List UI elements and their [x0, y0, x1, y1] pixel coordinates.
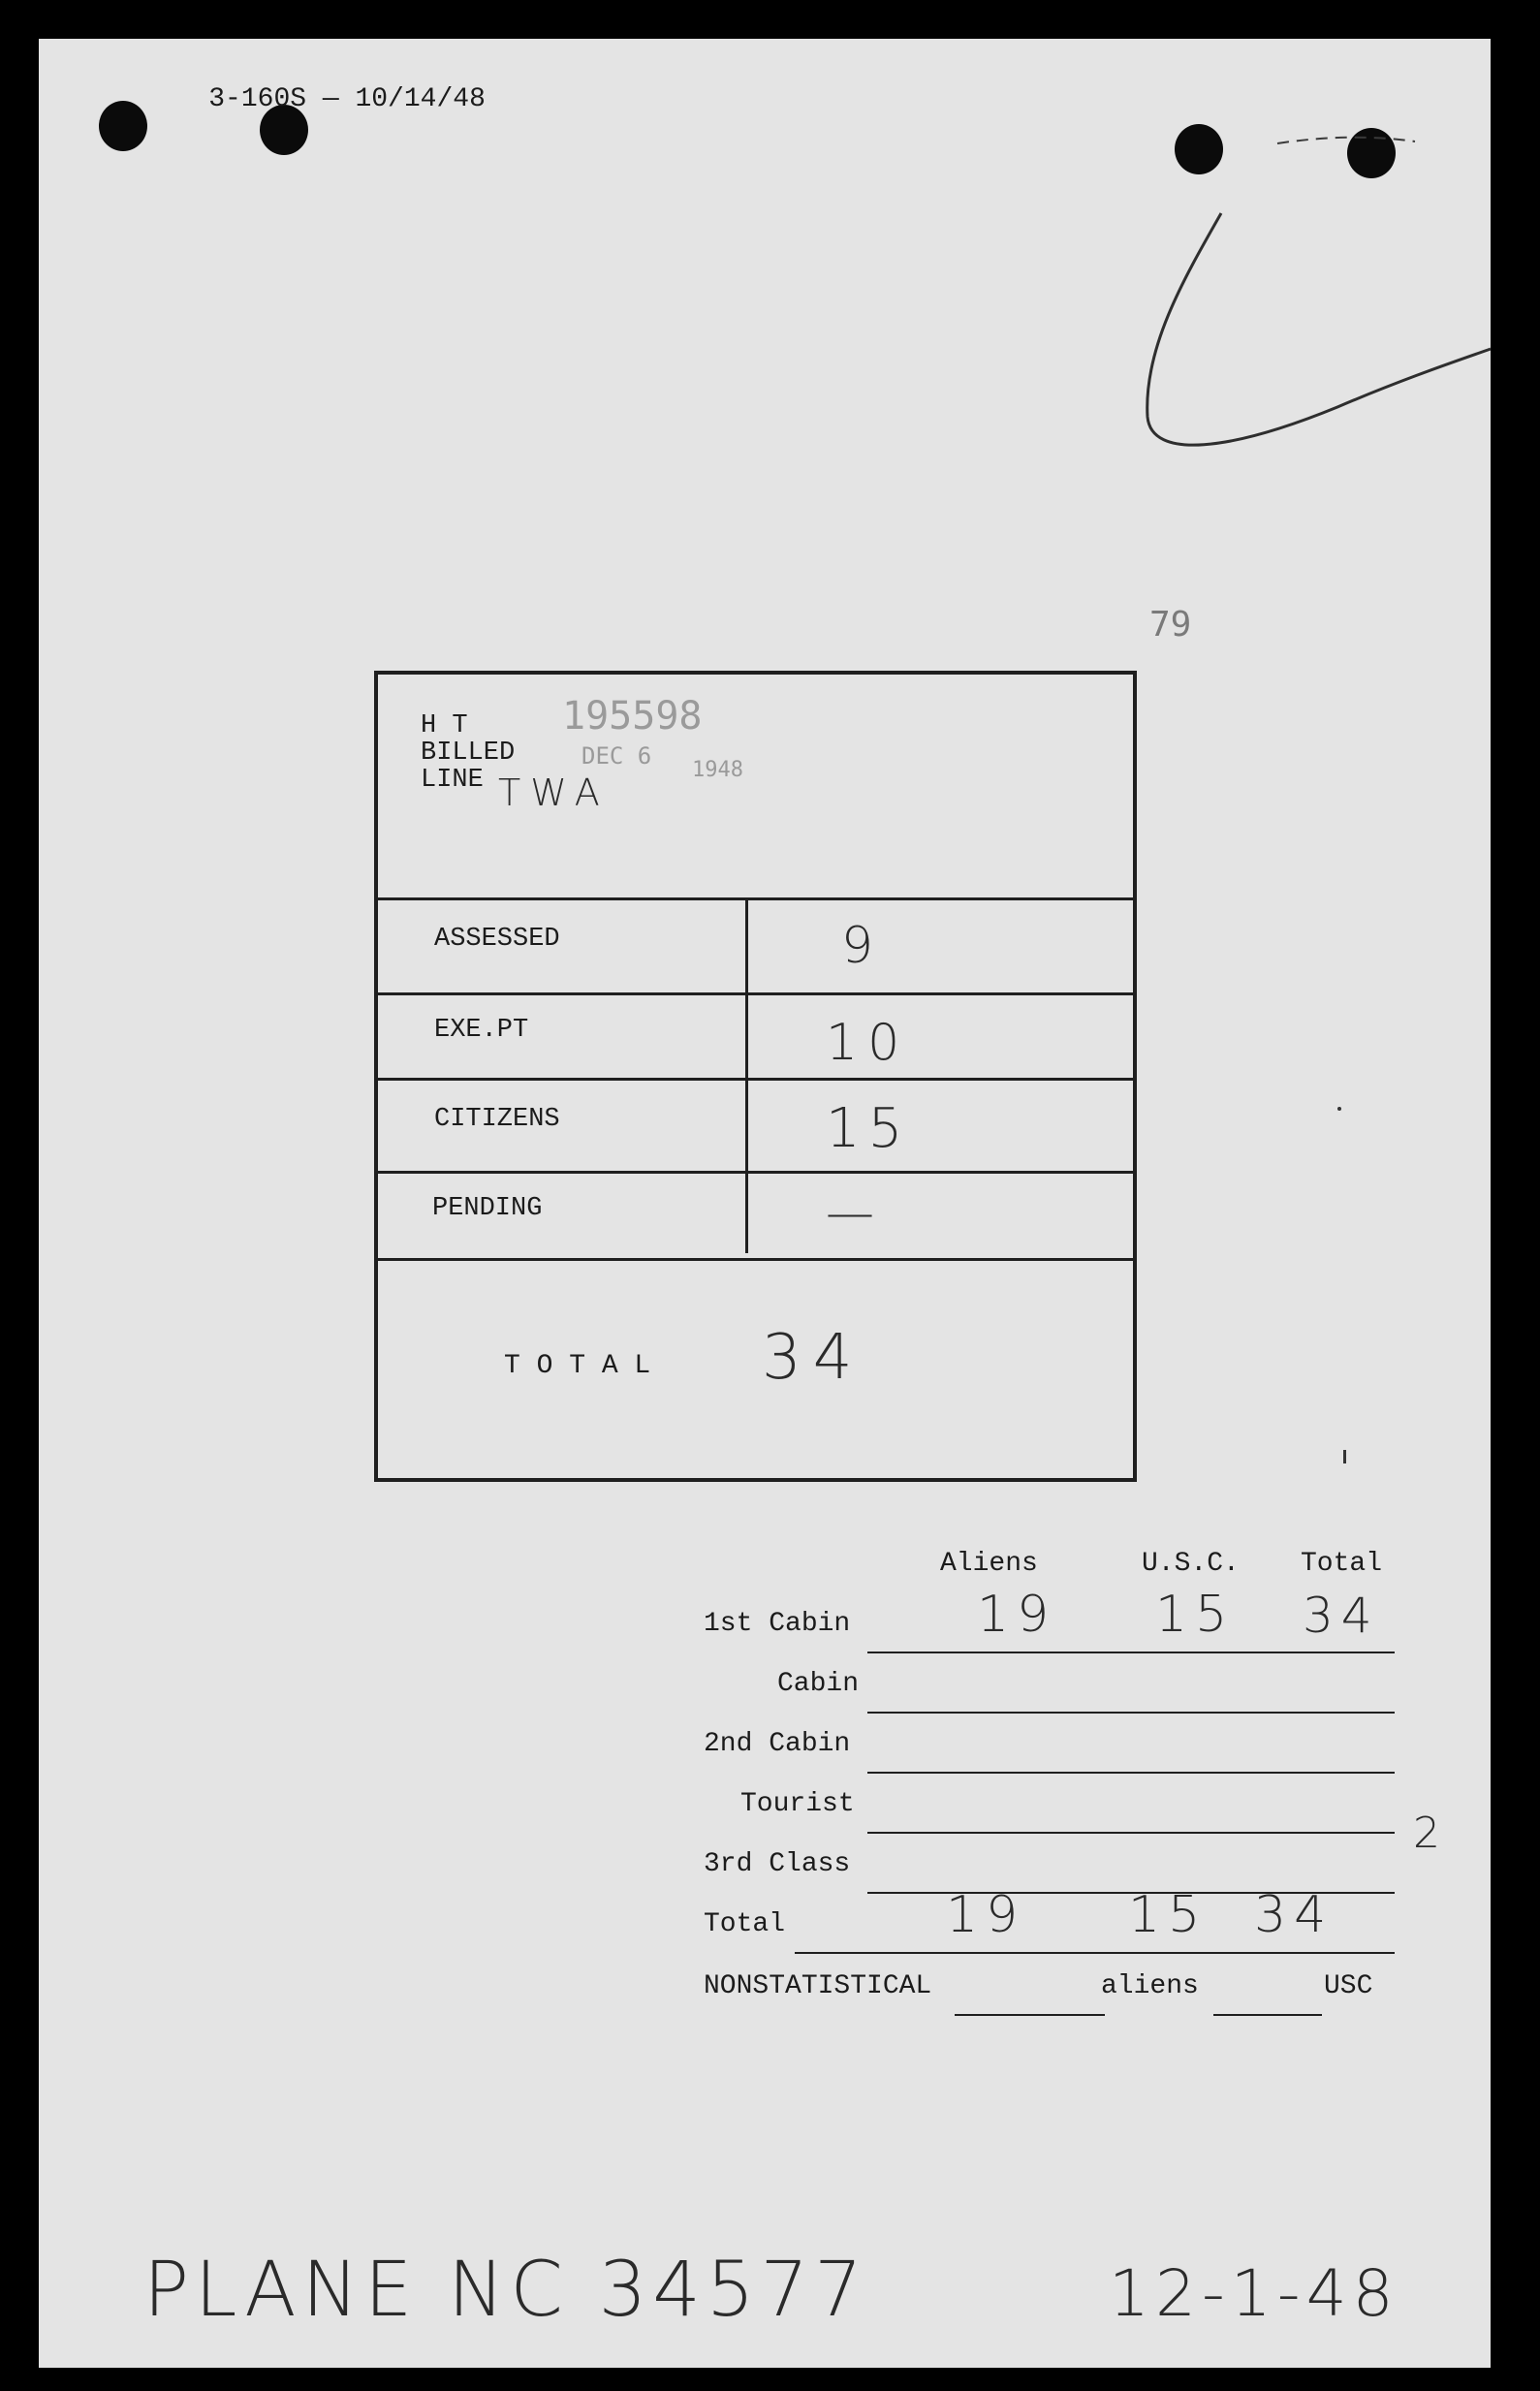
punch-hole-left-1: [99, 101, 147, 151]
ht-label: H T: [421, 711, 468, 740]
assessed-label: ASSESSED: [434, 925, 560, 954]
form-number-base: 3-16: [208, 84, 274, 114]
pending-label: PENDING: [432, 1194, 543, 1223]
total-label: T O T A L: [504, 1351, 651, 1381]
divider-citizens: [378, 1171, 1133, 1174]
row-label-2nd-cabin: 2nd Cabin: [704, 1729, 851, 1759]
total-total: 34: [1254, 1886, 1335, 1944]
ht-number-stamp: 195598: [562, 694, 703, 739]
pending-value: —: [826, 1184, 874, 1241]
billed-label: BILLED: [421, 739, 516, 768]
margin-mark: 2: [1413, 1809, 1440, 1858]
row-label-3rd-class: 3rd Class: [704, 1849, 851, 1879]
total-value: 34: [762, 1322, 864, 1394]
line-value-handwritten: TWA: [498, 771, 610, 814]
divider-exempt: [378, 1078, 1133, 1081]
exempt-value: 10: [826, 1014, 910, 1072]
pen-stroke-mark: [1085, 97, 1493, 475]
billed-date-stamp: DEC 6: [581, 742, 652, 770]
1st-cabin-total: 34: [1303, 1588, 1380, 1644]
stray-mark: [1343, 1450, 1346, 1463]
row-line-2nd-cabin: [867, 1772, 1395, 1774]
usc-label: USC: [1324, 1971, 1373, 2001]
row-line-1st-cabin: [867, 1652, 1395, 1653]
1st-cabin-usc: 15: [1155, 1586, 1236, 1644]
billing-box: [374, 671, 1137, 1482]
row-line-total: [795, 1952, 1395, 1954]
nonstatistical-label: NONSTATISTICAL: [704, 1971, 932, 2001]
exempt-label: EXE.PT: [434, 1016, 529, 1045]
date-handwritten: 12-1-48: [1109, 2256, 1399, 2331]
nonstatistical-line-1: [955, 2014, 1105, 2016]
divider-assessed: [378, 992, 1133, 995]
form-number: [143, 54, 486, 144]
corner-mark: 79: [1149, 605, 1192, 645]
col-usc-header: U.S.C.: [1142, 1549, 1240, 1579]
row-label-total: Total: [704, 1909, 786, 1939]
total-usc: 15: [1128, 1886, 1209, 1944]
row-line-tourist: [867, 1832, 1395, 1834]
form-number-overstrike: 0S: [273, 84, 307, 114]
stray-mark: [1337, 1107, 1341, 1111]
plane-handwritten: PLANE NC 34577: [143, 2247, 868, 2334]
row-line-cabin: [867, 1712, 1395, 1714]
col-aliens-header: Aliens: [940, 1549, 1038, 1579]
row-label-cabin: Cabin: [777, 1669, 860, 1699]
1st-cabin-aliens: 19: [977, 1586, 1057, 1644]
citizens-value: 15: [826, 1097, 911, 1160]
total-aliens: 19: [946, 1886, 1026, 1944]
aliens-label: aliens: [1101, 1971, 1199, 2001]
form-date: — 10/14/48: [306, 84, 486, 114]
divider-pending: [378, 1258, 1133, 1261]
document-page: [39, 39, 1491, 2368]
billing-box-column-divider: [745, 899, 748, 1253]
line-label: LINE: [421, 766, 484, 795]
divider-header: [378, 897, 1133, 900]
row-label-tourist: Tourist: [740, 1789, 855, 1819]
row-label-1st-cabin: 1st Cabin: [704, 1609, 851, 1639]
assessed-value: 9: [841, 917, 874, 975]
citizens-label: CITIZENS: [434, 1105, 560, 1134]
billed-year-stamp: 1948: [692, 758, 743, 782]
nonstatistical-line-2: [1213, 2014, 1322, 2016]
col-total-header: Total: [1301, 1549, 1383, 1579]
